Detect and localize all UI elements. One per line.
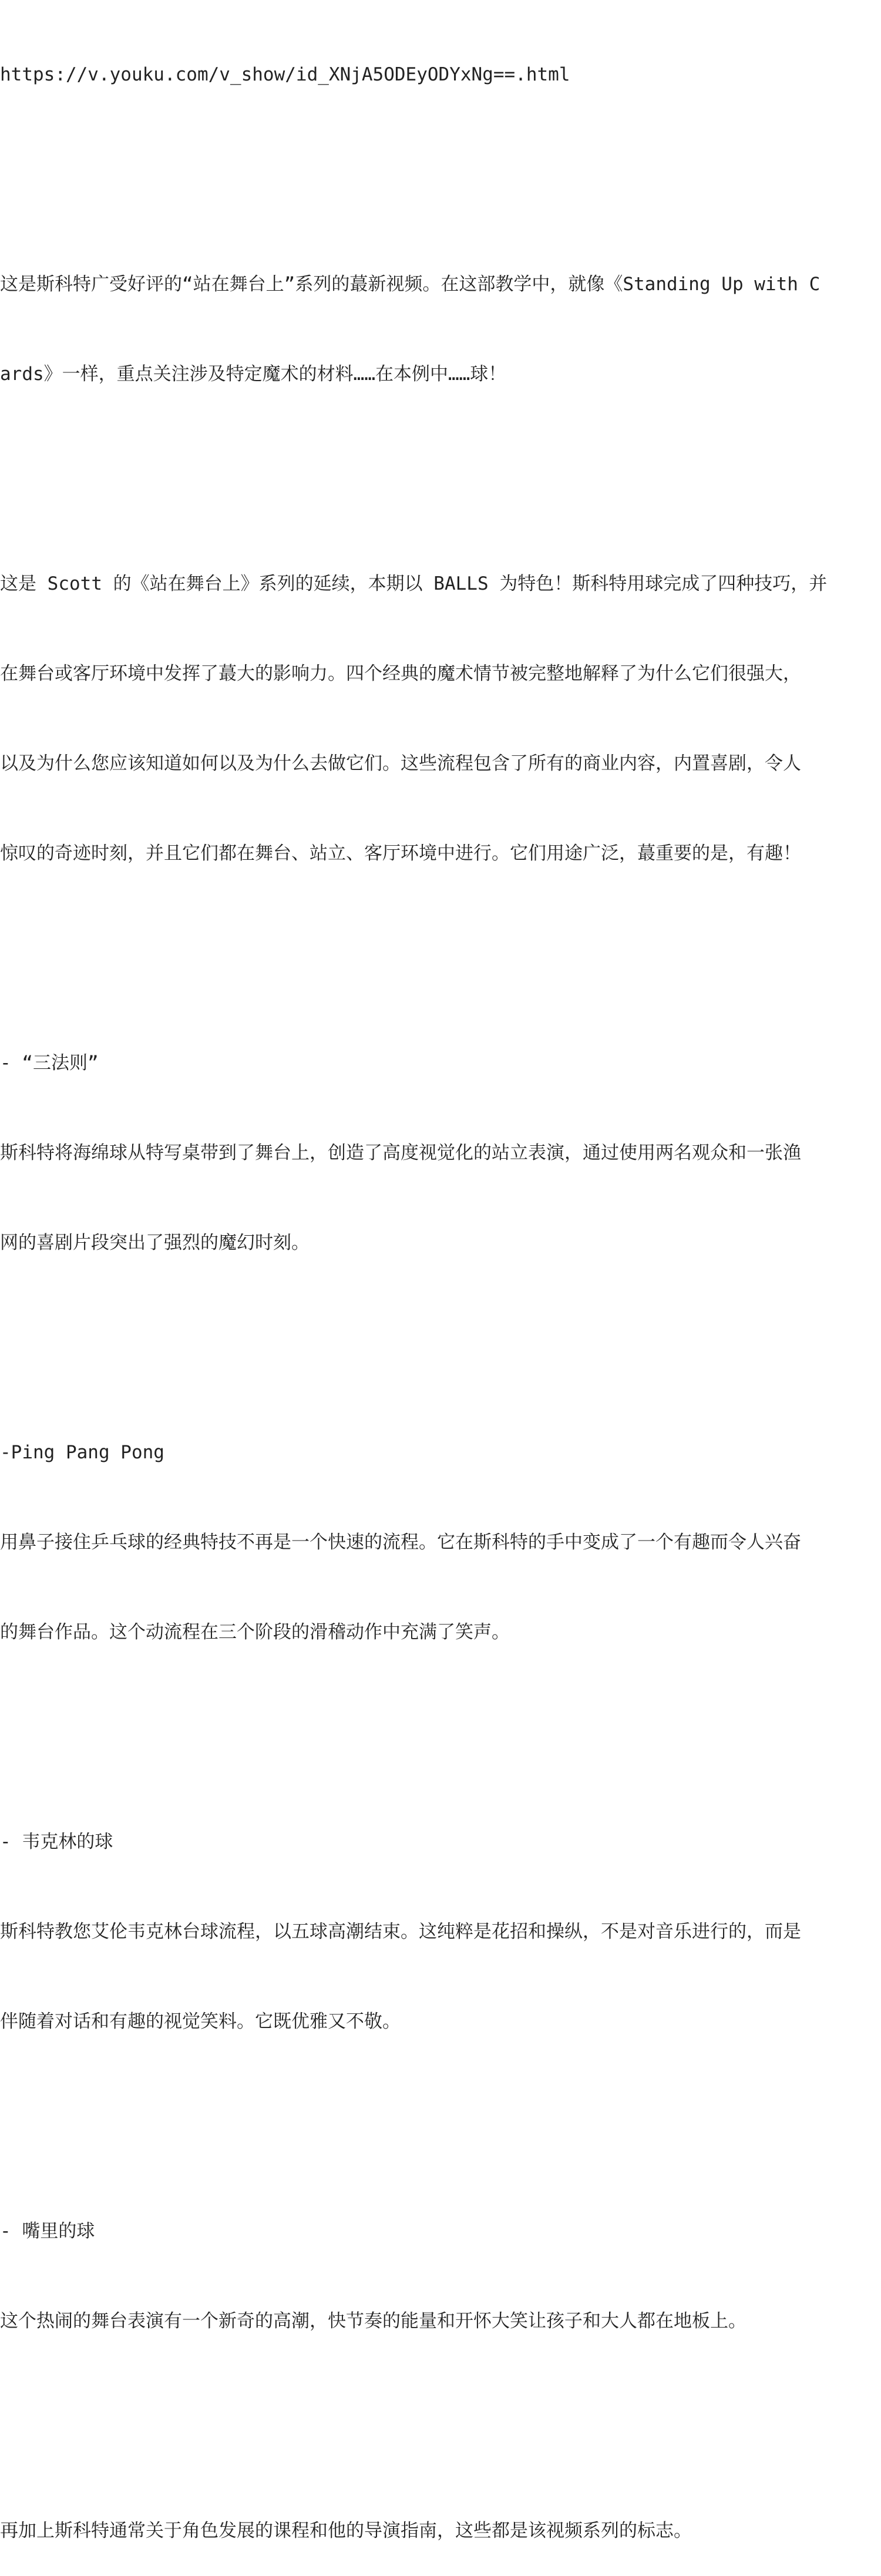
intro-line-2: ards》一样，重点关注涉及特定魔术的材料……在本例中……球！: [0, 364, 507, 385]
section-body-line: 这个热闹的舞台表演有一个新奇的高潮，快节奏的能量和开怀大笑让孩子和大人都在地板上。: [0, 2311, 747, 2332]
section-body-line: 的舞台作品。这个动流程在三个阶段的滑稽动作中充满了笑声。: [0, 1622, 510, 1643]
section-body-line: 斯科特教您艾伦韦克林台球流程，以五球高潮结束。这纯粹是花招和操纵，不是对音乐进行的，而是: [0, 1921, 801, 1942]
section-body-line: 斯科特将海绵球从特写桌带到了舞台上，创造了高度视觉化的站立表演，通过使用两名观众和一张渔: [0, 1142, 801, 1163]
spacer: [0, 929, 881, 959]
section-heading-wakeling-balls: - 韦克林的球: [0, 1831, 113, 1852]
overview-line-2: 在舞台或客厅环境中发挥了蕞大的影响力。四个经典的魔术情节被完整地解释了为什么它们很强大，: [0, 663, 801, 684]
spacer: [0, 1707, 881, 1737]
section-heading-rule-of-three: - “三法则”: [0, 1052, 99, 1074]
section-body-line: 网的喜剧片段突出了强烈的魔幻时刻。: [0, 1232, 310, 1253]
spacer: [0, 2097, 881, 2127]
section-body-line: 伴随着对话和有趣的视觉笑料。它既优雅又不敬。: [0, 2011, 401, 2032]
overview-line-3: 以及为什么您应该知道如何以及为什么去做它们。这些流程包含了所有的商业内容，内置喜剧，令人: [0, 753, 801, 774]
overview-line-1: 这是 Scott 的《站在舞台上》系列的延续，本期以 BALLS 为特色！斯科特用球完成了四种技巧，并: [0, 573, 828, 594]
intro-line-1: 这是斯科特广受好评的“站在舞台上”系列的蕞新视频。在这部教学中，就像《Standing Up with C: [0, 274, 821, 295]
spacer: [0, 150, 881, 180]
overview-line-4: 惊叹的奇迹时刻，并且它们都在舞台、站立、客厅环境中进行。它们用途广泛，蕞重要的是，有趣！: [0, 843, 801, 864]
section-body-line: 用鼻子接住乒乓球的经典特技不再是一个快速的流程。它在斯科特的手中变成了一个有趣而令人兴奋: [0, 1532, 801, 1553]
section-heading-ball-in-mouth: - 嘴里的球: [0, 2221, 95, 2242]
spacer: [0, 2396, 881, 2426]
section-heading-ping-pang-pong: -Ping Pang Pong: [0, 1442, 164, 1463]
spacer: [0, 1318, 881, 1348]
video-url-link[interactable]: https://v.youku.com/v_show/id_XNjA5ODEyODYxNg==.html: [0, 64, 570, 85]
closing-paragraph: 再加上斯科特通常关于角色发展的课程和他的导演指南，这些都是该视频系列的标志。: [0, 2520, 692, 2541]
spacer: [0, 449, 881, 479]
